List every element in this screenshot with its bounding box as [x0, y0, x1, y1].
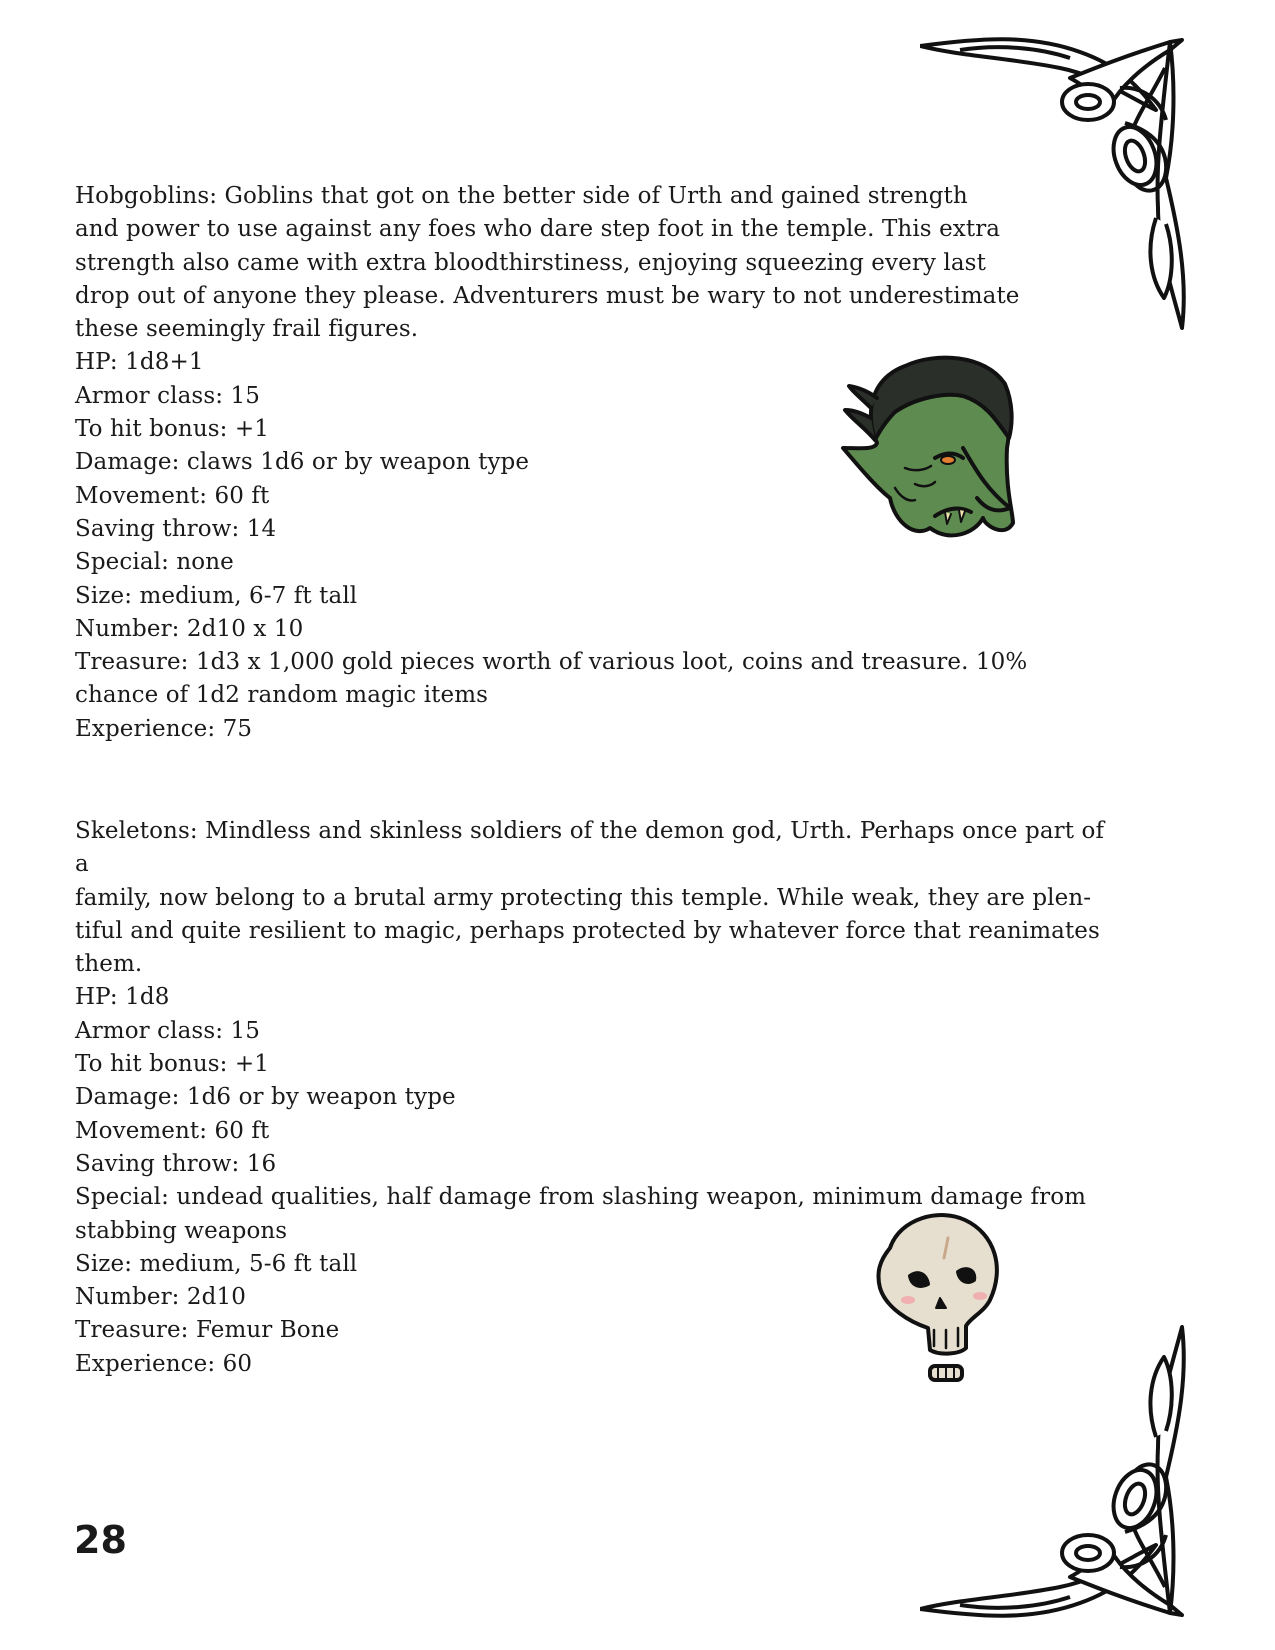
hobgoblins-desc-line: strength also came with extra bloodthirstiness, enjoying squeezing every last	[75, 249, 986, 276]
skeletons-desc-line: Skeletons: Mindless and skinless soldiers of the demon god, Urth. Perhaps once part of a	[75, 818, 1105, 878]
hobgoblins-stat-to-hit: To hit bonus: +1	[75, 416, 270, 443]
hobgoblins-stat-saving-throw: Saving throw: 14	[75, 515, 277, 542]
hobgoblins-stat-special: Special: none	[75, 549, 234, 576]
hobgoblins-desc-line: these seemingly frail figures.	[75, 316, 419, 343]
hobgoblins-stat-experience: Experience: 75	[75, 715, 253, 742]
hobgoblins-desc-line: drop out of anyone they please. Adventurers must be wary to not underestimate	[75, 282, 1020, 309]
skeletons-stat-saving-throw: Saving throw: 16	[75, 1150, 277, 1177]
hobgoblins-intro: Hobgoblins: Goblins that got on the better side of Urth and gained strength	[75, 183, 968, 209]
skeletons-desc-line: tiful and quite resilient to magic, perhaps protected by whatever force that reanimates	[75, 917, 1100, 944]
skeletons-stat-experience: Experience: 60	[75, 1350, 253, 1377]
hobgoblins-stat-treasure: Treasure: 1d3 x 1,000 gold pieces worth of various loot, coins and treasure. 10%	[75, 649, 1028, 676]
skeletons-stat-hp: HP: 1d8	[75, 984, 170, 1011]
hobgoblin-head-icon	[835, 348, 1025, 560]
skeletons-stat-special: Special: undead qualities, half damage from slashing weapon, minimum damage from	[75, 1184, 1087, 1211]
skeletons-stat-treasure: Treasure: Femur Bone	[75, 1317, 340, 1344]
page-number: 28	[74, 1518, 127, 1562]
skeletons-stat-to-hit: To hit bonus: +1	[75, 1051, 270, 1078]
skeletons-stat-armor: Armor class: 15	[75, 1017, 260, 1044]
skeletons-desc-line: family, now belong to a brutal army protecting this temple. While weak, they are plen-	[75, 884, 1092, 911]
skeletons-stat-movement: Movement: 60 ft	[75, 1117, 270, 1144]
hobgoblins-stat-treasure-cont: chance of 1d2 random magic items	[75, 682, 489, 709]
skeletons-stat-number: Number: 2d10	[75, 1284, 246, 1311]
skeletons-desc-line: them.	[75, 951, 143, 978]
hobgoblins-stat-size: Size: medium, 6-7 ft tall	[75, 582, 358, 609]
skull-icon	[870, 1208, 1010, 1393]
hobgoblins-stat-armor: Armor class: 15	[75, 382, 260, 409]
hobgoblins-stat-damage: Damage: claws 1d6 or by weapon type	[75, 449, 530, 476]
skeletons-stat-size: Size: medium, 5-6 ft tall	[75, 1250, 358, 1277]
hobgoblins-stat-movement: Movement: 60 ft	[75, 482, 270, 509]
hobgoblins-stat-hp: HP: 1d8+1	[75, 349, 204, 376]
hobgoblins-stat-number: Number: 2d10 x 10	[75, 615, 304, 642]
skeletons-stat-damage: Damage: 1d6 or by weapon type	[75, 1084, 456, 1111]
hobgoblins-desc-line: and power to use against any foes who dare step foot in the temple. This extra	[75, 216, 1001, 243]
skeletons-stat-special-cont: stabbing weapons	[75, 1217, 288, 1244]
